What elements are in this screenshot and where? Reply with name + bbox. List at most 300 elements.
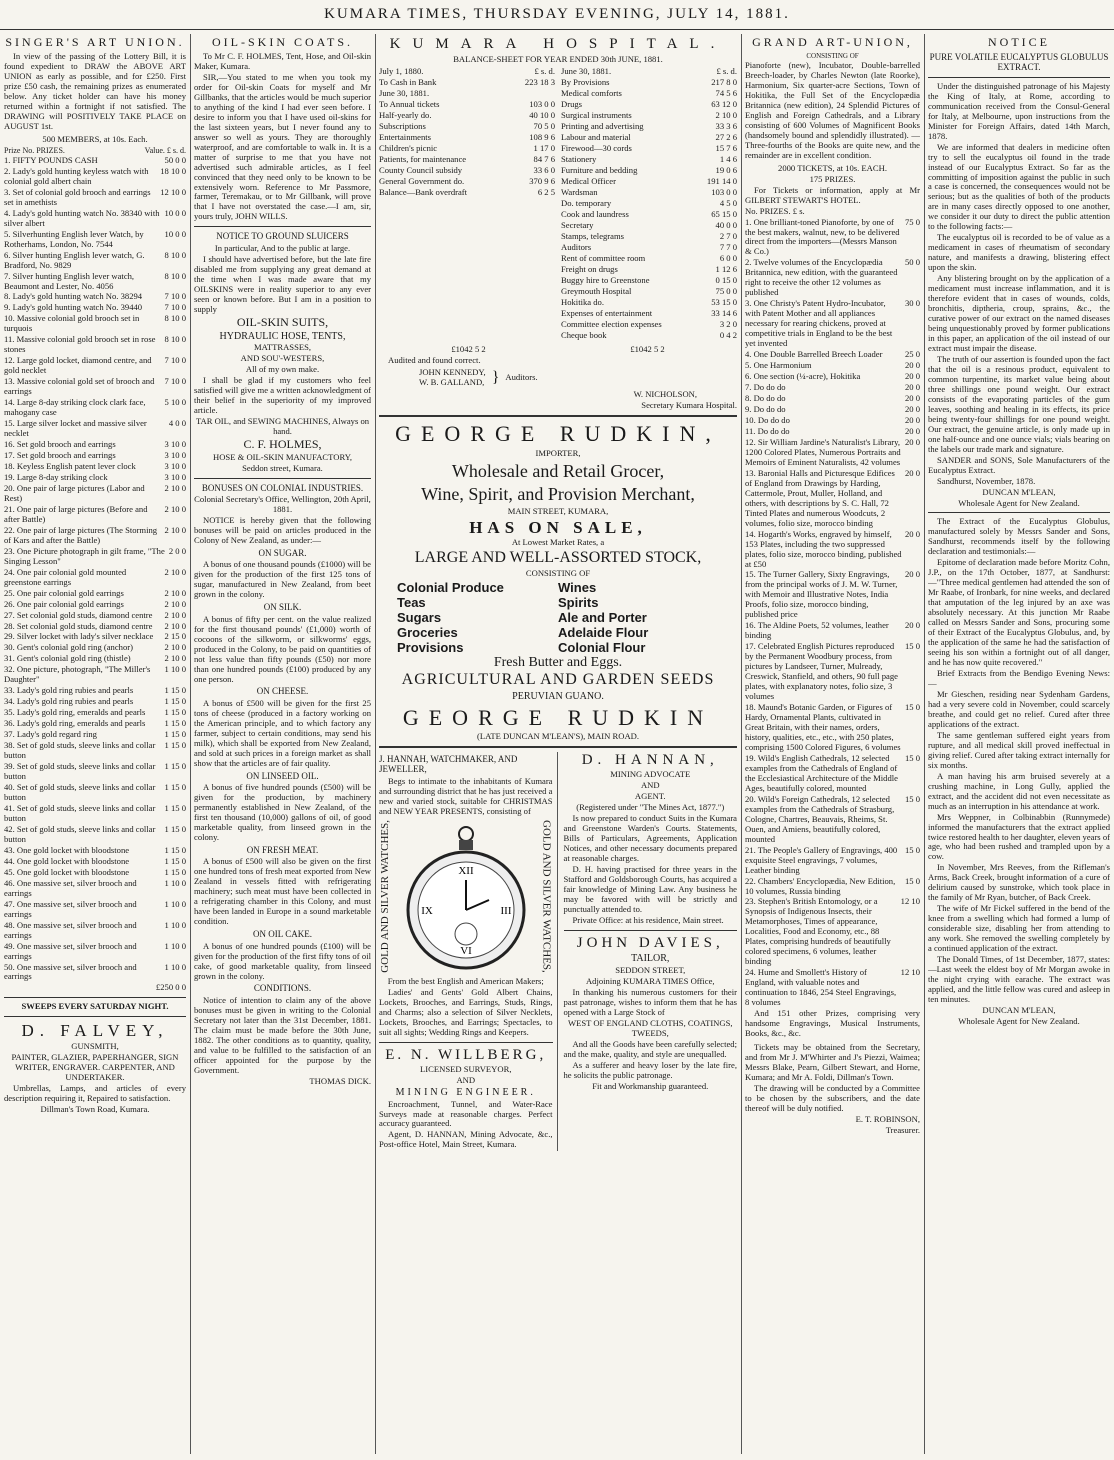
eucalyptus-p1: Under the distinguished patronage of his Majesty the King of Italy, at Rome, according to communication received from the Consul-General for Italy, at Melbourne, upon instructions from the Minister for Foreign Affairs, dated 14th March, 1878. (928, 80, 1110, 141)
grand-prize-row-text: 2. Twelve volumes of the Encyclopædia Britannica, new edition, with the guaranteed right to receive the other 12 volumes as published (745, 257, 898, 298)
rudkin-name-2: GEORGE RUDKIN (402, 704, 714, 730)
grand-prize-row (745, 642, 920, 702)
rudkin-wine: Wine, Spirit, and Provision Merchant, (421, 483, 695, 504)
grand-prize-row-value: 15 0 (904, 793, 920, 804)
prize-row-value: 8 10 0 (164, 270, 186, 281)
prize-row (4, 419, 186, 439)
pocket-watch-icon (401, 822, 531, 972)
prize-row-text: 33. Lady's gold ring rubies and pearls (4, 685, 134, 696)
expense-row-text: Medical comforts (561, 88, 622, 99)
holmes-name: C. F. HOLMES, (243, 436, 322, 451)
goods-item: Sugars (397, 609, 442, 625)
grand-prize-row-value: 30 0 (904, 298, 920, 309)
hannah-side-left: GOLD AND SILVER WATCHES, (379, 820, 391, 974)
rudkin-late: (LATE DUNCAN M'LEAN'S), MAIN ROAD. (476, 731, 640, 742)
receipt-row (379, 188, 555, 198)
hospital-total-left: £1042 5 2 (451, 343, 486, 354)
receipt-row (379, 155, 555, 165)
grand-prize-row (745, 530, 920, 570)
expense-row-text: Committee election expenses (561, 318, 662, 329)
grand-prize-row-text: 19. Wild's English Cathedrals, 12 selected examples from the Cathedrals of England of the Ecclesiastical Architecture of the Middle Ages, beautifully colored, mounted (745, 752, 898, 793)
prize-row-text: 27. Set colonial gold studs, diamond centre (4, 609, 153, 620)
prize-row (4, 857, 186, 867)
rudkin-rates: At Lowest Market Rates, a (511, 537, 605, 548)
davies-fit: Fit and Workmanship guaranteed. (592, 1080, 709, 1091)
willberg-agent: Agent, D. HANNAN, Mining Advocate, &c., Post-office Hotel, Main Street, Kumara. (379, 1129, 553, 1150)
prize-row (4, 589, 186, 599)
expense-row-value: 75 0 0 (715, 285, 737, 296)
grand-prize-row-value: 20 0 (904, 467, 920, 478)
grand-prize-row-value: 20 0 (904, 403, 920, 414)
prize-row-value: 1 15 0 (164, 729, 186, 740)
prize-row-value: 1 10 0 (164, 961, 186, 972)
expense-row (561, 309, 737, 319)
expense-row (561, 89, 737, 99)
column-2 (194, 34, 371, 1454)
prize-total: £250 0 0 (155, 982, 186, 993)
receipt-row-text: To Annual tickets (379, 99, 440, 110)
receipt-row-text: Subscriptions (379, 121, 426, 132)
prize-row-text: 46. One massive set, silver brooch and earrings (4, 877, 137, 898)
expense-row-value: 217 8 0 (711, 77, 737, 88)
prize-row-value: 3 10 0 (164, 450, 186, 461)
davies-street: SEDDON STREET, (615, 964, 686, 975)
rudkin-fresh: Fresh Butter and Eggs. (493, 655, 623, 671)
grand-and-151: And 151 other Prizes, comprising very handsome Engravings, Musical Instruments, Books, &c., &c. (745, 1008, 920, 1039)
rudkin-stock: LARGE AND WELL-ASSORTED STOCK, (414, 549, 702, 567)
prize-row (4, 654, 186, 664)
receipt-row (379, 166, 555, 176)
members-line: 500 MEMBERS, at 10s. Each. (42, 133, 148, 144)
receipt-row-text: June 30, 1881. (379, 88, 430, 99)
receipt-row (379, 89, 555, 99)
grand-apply: For Tickets or information, apply at Mr GILBERT STEWART'S HOTEL. (745, 184, 920, 205)
prize-row-value: 10 0 0 (164, 228, 186, 239)
hospital-secretary-title: Secretary Kumara Hospital. (641, 400, 737, 411)
prize-row-value: 1 10 0 (164, 877, 186, 888)
receipt-row-text: Balance—Bank overdraft (379, 187, 468, 198)
expense-row-text: Expenses of entertainment (561, 307, 653, 318)
grand-prize-row-value: 15 0 (904, 844, 920, 855)
prize-row-text: 31. Gent's colonial gold ring (thistle) (4, 653, 131, 664)
hannah-from: From the best English and American Makers; (387, 975, 544, 986)
prize-row-value: 1 10 0 (164, 898, 186, 909)
receipt-row-value: 6 2 5 (537, 187, 555, 198)
expense-row-text: Greymouth Hospital (561, 285, 632, 296)
prize-row (4, 632, 186, 642)
prize-row-value: 2 10 0 (164, 620, 186, 631)
hospital-left-header: July 1, 1880. (379, 66, 424, 77)
goods-item: Wines (558, 579, 597, 595)
grand-prize-row-value: 15 0 (904, 641, 920, 652)
expense-row-text: By Provisions (561, 77, 610, 88)
hospital-receipts (379, 78, 555, 198)
expense-row-text: Labour and material (561, 132, 631, 143)
svg-text:IX: IX (420, 904, 433, 917)
bonus-section-heading: CONDITIONS. (253, 983, 312, 994)
prize-row-value: 7 10 0 (164, 291, 186, 302)
grand-obtained: Tickets may be obtained from the Secretary, and from Mr J. M'Whirter and J's Piezzi, Waimea; Messrs Blake, Pearn, Gilbert Stewart, and Horne, Kumara; and Mr A. Foldi, Dillman's Town. (745, 1042, 920, 1082)
grand-prize-row-text: 23. Stephen's British Entomology, or a Synopsis of Indigenous Insects, their Metamorphoses, Times of appearance, Localities, Food and Economy, etc., 88 Plates, comprising hundreds of beautifully colored specimens, 6 volumes, leather binding (745, 896, 891, 967)
eucalyptus-p3: The eucalyptus oil is recorded to be of value as a medicament in cases of rheumatism of secondary nature, and manifests a drawing, blistering effect upon the skin. (928, 232, 1110, 273)
grand-prize-row (745, 350, 920, 360)
prize-row-value: 2 15 0 (164, 631, 186, 642)
rudkin-guano: PERUVIAN GUANO. (512, 690, 604, 702)
hospital-total-right: £1042 5 2 (630, 343, 665, 354)
prize-row-text: 13. Massive colonial gold set of brooch and earrings (4, 376, 155, 397)
expense-row (561, 287, 737, 297)
notice-heading: NOTICE (988, 35, 1050, 49)
mattrasses-line: MATTRASSES, (253, 342, 312, 353)
column-6 (928, 34, 1110, 1454)
grand-drawing: The drawing will be conducted by a Committee to be chosen by the subscribers, and the date thereof will be duly notified. (745, 1082, 920, 1113)
prize-row-value: 1 10 0 (164, 940, 186, 951)
bonus-section-body: A bonus of £500 will be given for the first 25 tons of cheese (produced in a factory working on the American principle, and to which factory any farmer, subject to certain conditions, may send his milk), which shall be exported from New Zealand, and sold at such prices in a foreign market as shall show that the articles are of fair quality. (194, 697, 371, 768)
hannan-and: AND (640, 780, 660, 791)
receipt-row (379, 133, 555, 143)
expense-row-text: Drugs (561, 99, 583, 110)
prize-row (4, 868, 186, 878)
expense-row-text: Furniture and bedding (561, 165, 638, 176)
rudkin-consisting: CONSISTING OF (525, 567, 591, 578)
prize-row-text: 8. Lady's gold hunting watch No. 38294 (4, 291, 143, 302)
oilskin-title: OIL-SKIN COATS. (212, 35, 353, 49)
grand-prize-row (745, 621, 920, 641)
grand-prize-row (745, 218, 920, 258)
prize-row (4, 473, 186, 483)
prize-row-text: 14. Large 8-day striking clock clark face, mahogany case (4, 397, 146, 418)
expense-row-value: 74 5 6 (715, 88, 737, 99)
prize-row-value: 8 10 0 (164, 313, 186, 324)
grand-prize-count: 175 PRIZES. (809, 173, 856, 184)
value-header: Value. £ s. d. (144, 145, 186, 155)
grand-prize-row-value: 20 0 (904, 620, 920, 631)
grand-prize-row-value: 50 0 (904, 257, 920, 268)
prize-row (4, 600, 186, 610)
eucalyptus-p8: Brief Extracts from the Bendigo Evening News:— (928, 668, 1110, 688)
expense-row (561, 331, 737, 341)
expense-row-text: Medical Officer (561, 176, 616, 187)
eucalyptus-p9: Mr Gieschen, residing near Sydenham Gardens, had a very severe cold in November, could scarcely breathe, and could get no relief. Cured after three applications of the extract. (928, 688, 1110, 729)
prize-row-text: 39. Set of gold studs, sleeve links and collar button (4, 761, 156, 782)
prize-row (4, 356, 186, 376)
receipt-row (379, 78, 555, 88)
expense-row-value: 63 12 0 (711, 99, 737, 110)
grand-art-union-title: GRAND ART-UNION, (752, 35, 913, 49)
prize-row (4, 804, 186, 824)
grand-prize-row (745, 703, 920, 753)
grand-prize-row (745, 405, 920, 415)
prize-header: Prize No. PRIZES. (4, 145, 65, 155)
bonus-title: BONUSES ON COLONIAL INDUSTRIES. (201, 482, 364, 493)
rudkin-importer: IMPORTER, (535, 447, 581, 458)
grand-sig-title: Treasurer. (885, 1124, 920, 1135)
falvey-trade: GUNSMITH, (71, 1041, 119, 1052)
prize-row-value: 8 10 0 (164, 249, 186, 260)
expense-row (561, 166, 737, 176)
prize-row-text: 17. Set gold brooch and earrings (4, 450, 116, 461)
eucalyptus-sander: SANDER and SONS, Sole Manufacturers of the Eucalyptus Extract. (928, 454, 1110, 475)
grand-prize-row (745, 795, 920, 845)
expense-row-value: 1 12 6 (715, 263, 737, 274)
bonus-section-heading: ON FRESH MEAT. (246, 844, 319, 855)
prize-row-text: 25. One pair colonial gold earrings (4, 587, 124, 598)
prize-row-text: 9. Lady's gold hunting watch No. 39440 (4, 302, 143, 313)
expense-row (561, 144, 737, 154)
grand-prize-row-text: 7. Do do do (745, 382, 786, 393)
davies-body-3: As a sufferer and heavy loser by the late fire, he solicits the public patronage. (563, 1059, 737, 1080)
hannah-side-right: GOLD AND SILVER WATCHES, (540, 820, 553, 974)
prize-row-text: 23. One Picture photograph in gilt frame, "The Singing Lesson" (4, 545, 165, 566)
expense-row-value: 6 0 0 (719, 252, 737, 263)
prize-row-text: 47. One massive set, silver brooch and earrings (4, 898, 137, 919)
prize-row-text: 1. FIFTY POUNDS CASH (4, 154, 98, 165)
expense-row-value: 7 7 0 (719, 241, 737, 252)
expense-row-text: Buggy hire to Greenstone (561, 274, 650, 285)
prize-row-value: 1 15 0 (164, 866, 186, 877)
prize-row-text: 22. One pair of large pictures (The Storming of Kars and after the Battle) (4, 524, 158, 545)
rudkin-name: GEORGE RUDKIN, (395, 421, 721, 447)
prize-list (4, 156, 186, 983)
receipt-row-value: 33 6 0 (533, 165, 555, 176)
expense-row-text: Cheque book (561, 329, 607, 340)
receipt-row-text: Children's picnic (379, 143, 438, 154)
prize-row-value: 1 15 0 (164, 740, 186, 751)
grand-prize-row (745, 258, 920, 298)
bonus-section-body: A bonus of £500 will also be given on the first one hundred tons of fresh meat exported from New Zealand in vessels fitted with refrigerating machinery; such meat must have been collected in a refrigerating chamber in this Colony, and must have been landed in Europe in a sound marketable condition. (194, 856, 371, 927)
bonus-office: Colonial Secretary's Office, Wellington, 20th April, 1881. (194, 494, 371, 515)
prize-row-text: 12. Large gold locket, diamond centre, and gold necklet (4, 355, 152, 376)
hannan-body-2: D. H. having practised for three years in the Stafford and Goldsborough Courts, has acquired a fair knowledge of Mining Law. Any business he may be favored with will be strictly and punctually attended to. (563, 864, 737, 915)
grand-prize-row (745, 438, 920, 468)
mclean-agent: Wholesale Agent for New Zealand. (958, 497, 1080, 508)
column-5 (745, 34, 920, 1454)
prize-row-value: 1 15 0 (164, 844, 186, 855)
expense-row-value: 15 7 6 (715, 143, 737, 154)
prize-row-value: 1 10 0 (164, 919, 186, 930)
prize-row (4, 846, 186, 856)
grand-prize-row-text: 14. Hogarth's Works, engraved by himself, 153 Plates, including the two suppressed plates, folio size, morocco binding, published at £50 (745, 528, 902, 569)
mclean-name-2: DUNCAN M'LEAN, (982, 1004, 1056, 1015)
svg-text:III: III (500, 904, 512, 917)
prize-row-text: 32. One picture, photograph, "The Miller's Daughter" (4, 664, 151, 685)
prize-row-text: 10. Massive colonial gold brooch set in turquois (4, 313, 140, 334)
prize-row (4, 167, 186, 187)
expense-row-text: Printing and advertising (561, 121, 644, 132)
expense-row (561, 155, 737, 165)
prize-row (4, 741, 186, 761)
grand-prize-row-text: 15. The Turner Gallery, Sixty Engravings, from the principal works of J. M. W. Turner, with Memoir and Illustrative Notes, India Proofs, folio size, morocco binding, published price (745, 569, 898, 620)
grand-prize-row-text: 4. One Double Barrelled Breech Loader (745, 349, 883, 360)
holmes-trade: HOSE & OIL-SKIN MANUFACTORY, (213, 451, 352, 462)
prize-row-text: 11. Massive colonial gold brooch set in rose stones (4, 334, 156, 355)
grand-prize-row (745, 361, 920, 371)
grand-prize-row (745, 754, 920, 794)
prize-row-text: 15. Large silver locket and massive silver necklet (4, 418, 147, 439)
prize-row (4, 697, 186, 707)
eucalyptus-p12: Mrs Weppner, in Colbinabbin (Runnymede) informed the manufacturers that the extract applied twice restored health to her daughter, eleven years of age, who had been rushed and trampled upon by a cow. (928, 811, 1110, 862)
hospital-secretary: W. NICHOLSON, (633, 389, 697, 400)
bonus-section-heading: ON LINSEED OIL. (246, 770, 319, 781)
falvey-body: Umbrellas, Lamps, and articles of every description requiring it, Repaired to satisfaction. (4, 1082, 186, 1103)
grand-prize-row (745, 416, 920, 426)
goods-item: Provisions (397, 640, 464, 656)
prize-row-value: 2 10 0 (164, 598, 186, 609)
receipt-row-value: 223 18 3 (524, 77, 555, 88)
prize-row-text: 29. Silver locket with lady's silver necklace (4, 631, 154, 642)
prize-row (4, 622, 186, 632)
receipt-row-value: 70 5 0 (533, 121, 555, 132)
prize-row (4, 303, 186, 313)
davies-adj: Adjoining KUMARA TIMES Office, (585, 975, 715, 986)
grand-prize-row-value: 75 0 (904, 216, 920, 227)
prize-row (4, 708, 186, 718)
willberg-body: Encroachment, Tunnel, and Water-Race Surveys made at reasonable charges. Perfect accuracy guaranteed. (379, 1098, 553, 1129)
prize-row-text: 48. One massive set, silver brooch and earrings (4, 919, 137, 940)
expense-row (561, 133, 737, 143)
expense-row-value: 2 7 0 (719, 230, 737, 241)
grand-intro: Pianoforte (new), Incubator, Double-barrelled Breech-loader, by Charles Newton (late Roorke), Harmonium, Six quarter-acre Sections, Town of Hokitika, the Full Set of the Encyclopædia Britannica (new edition), 24 Splendid Pictures of English and Foreign Cathedrals, and a Library consisting of 600 Volumes of Magnificent Books (handsomely bound and splendidly illustrated). — Three-fourths of the Books are quite new, and the remainder are in excellent condition. (745, 60, 920, 160)
rudkin-wholesale: Wholesale and Retail Grocer, (451, 460, 665, 481)
grand-prize-row-value: 20 0 (904, 360, 920, 371)
prize-row-value: 2 10 0 (164, 524, 186, 535)
expense-row (561, 199, 737, 209)
prize-row-value: 1 15 0 (164, 855, 186, 866)
prize-row (4, 547, 186, 567)
sweeps-line: SWEEPS EVERY SATURDAY NIGHT. (21, 1001, 169, 1012)
willberg-t2: MINING ENGINEER. (395, 1086, 536, 1098)
grand-header: No. PRIZES. £ s. (745, 205, 805, 216)
eucalyptus-p13: In November, Mrs Reeves, from the Rifleman's Arms, Back Creek, brought information of a cure of delirium caused by sunstroke, which took place in the family of Mr Ryan, butcher, of Back Creek. (928, 862, 1110, 903)
holmes-address: Seddon street, Kumara. (242, 462, 323, 473)
prize-row (4, 942, 186, 962)
prize-row-text: 4. Lady's gold hunting watch No. 38340 with silver albert (4, 207, 160, 228)
hospital-expenditure (561, 78, 737, 340)
prize-row-value: 3 10 0 (164, 439, 186, 450)
eucalyptus-p14: The wife of Mr Fickel suffered in the bend of the knee from a swelling which had formed a lump of considerable size, disabling her from attending to any work. She removed the swelling completely by a continued application of the extract. (928, 903, 1110, 954)
grand-prize-row-value: 20 0 (904, 425, 920, 436)
prize-row-value: 1 15 0 (164, 696, 186, 707)
grand-prize-row-text: 5. One Harmonium (745, 360, 812, 371)
grand-prize-row-value: 20 0 (904, 371, 920, 382)
expense-row (561, 177, 737, 187)
prize-row (4, 643, 186, 653)
oilskin-letter: SIR,—You stated to me when you took my order for Oil-skin Coats for myself and Mr Gillbanks, that the articles would be much superior to anything of the kind I had ever seen before. I desire to inform you that I have used oil-skins for the last sixteen years, but I never found any to answer so well as yours. They are thoroughly waterproof, and are comfortable to walk in. It is a matter of surprise to me that you have not advertised such admirable articles, as I feel convinced that they need only to be known to be extensively worn. Reference to Mr Passmore, farmer, Teremakau, or to Mr Gillbank, will prove that I have not overstated the case.—I am, sir, yours truly, JOHN WILLS. (194, 71, 371, 222)
expense-row (561, 254, 737, 264)
prize-row-text: 20. One pair of large pictures (Labor and Rest) (4, 482, 145, 503)
prize-row-value: 12 10 0 (160, 186, 186, 197)
eucalyptus-p15: The Donald Times, of 1st December, 1877, states:—Last week the eldest boy of Mr Morgan awoke in the night crying with earache. The extract was applied, and the little fellow was cured and asleep in ten minutes. (928, 954, 1110, 1004)
prize-row-value: 1 15 0 (164, 761, 186, 772)
goods-item: Spirits (558, 594, 599, 610)
hannan-body-1: Is now prepared to conduct Suits in the Kumara and Greenstone Warden's Courts. Statements, Bills of Particulars, Agreements, Application Notices, and other necessary documents prepared at reasonable charges. (563, 813, 737, 864)
prize-row (4, 377, 186, 397)
prize-row-text: 21. One pair of large pictures (Before and after Battle) (4, 503, 148, 524)
grand-prize-row (745, 299, 920, 349)
grand-prize-row-text: 3. One Christy's Patent Hydro-Incubator, with Patent Mother and all appliances necessary for rearing chickens, proved at competitive trials in England to be the best yet invented (745, 298, 893, 349)
goods-item: Teas (397, 594, 426, 610)
goods-item: Ale and Porter (558, 609, 647, 625)
mclean-name: DUNCAN M'LEAN, (982, 486, 1056, 497)
expense-row-text: Cook and laundress (561, 208, 629, 219)
prize-row (4, 921, 186, 941)
tar-line: TAR OIL, and SEWING MACHINES, Always on hand. (195, 415, 370, 436)
grand-prize-row (745, 846, 920, 876)
davies-cloths: WEST OF ENGLAND CLOTHS, COATINGS, TWEEDS, (567, 1017, 733, 1038)
prize-row-text: 42. Set of gold studs, sleeve links and collar button (4, 823, 156, 844)
prize-row-text: 28. Set colonial gold studs, diamond centre (4, 620, 153, 631)
prize-row-value: 3 10 0 (164, 460, 186, 471)
prize-row-value: 2 10 0 (164, 642, 186, 653)
prize-row (4, 272, 186, 292)
prize-row (4, 963, 186, 983)
grand-prize-row-text: 1. One brilliant-toned Pianoforte, by one of the best makers, walnut, new, to be delivered direct from the importers—(Messrs Manson & Co.) (745, 216, 900, 257)
prize-row-text: 30. Gent's colonial gold ring (anchor) (4, 642, 133, 653)
davies-name: JOHN DAVIES, (576, 934, 724, 951)
grand-prize-row-text: 20. Wild's Foreign Cathedrals, 12 selected examples from the Cathedrals of Strasburg, Cologne, Chartres, Beauvais, Rheims, St. Ouen, and Amiens, beautifully colored, mounted (745, 793, 895, 844)
eucalyptus-p10: The same gentleman suffered eight years from rupture, and all medical skill proved ineffectual in giving relief. Cured after taking extract internally for six months. (928, 729, 1110, 770)
grand-prize-row (745, 427, 920, 437)
mclean-agent-2: Wholesale Agent for New Zealand. (958, 1015, 1080, 1026)
hannah-title: J. HANNAH, WATCHMAKER, AND JEWELLER, (379, 754, 518, 775)
rudkin-street: MAIN STREET, KUMARA, (507, 505, 609, 516)
grand-prize-row-text: 13. Baronial Halls and Picturesque Edifices of England from Drawings by Harding, Cattermole, Prout, Muller, Holland, and others, with descriptions by S. C. Hall, 72 Tinted Plates and numerous Woodcuts, 2 volumes, folio size, morocco binding (745, 467, 895, 528)
expense-row (561, 122, 737, 132)
prize-row-text: 18. Keyless English patent lever clock (4, 460, 136, 471)
prize-row (4, 825, 186, 845)
prize-row-text: 37. Lady's gold regard ring (4, 729, 97, 740)
grand-prize-row-text: 22. Chambers' Encyclopædia, New Edition, 10 volumes, Russia binding (745, 875, 896, 896)
goods-item: Adelaide Flour (558, 625, 649, 641)
grand-prize-row (745, 383, 920, 393)
prize-row-value: 2 10 0 (164, 503, 186, 514)
expense-row-text: Rent of committee room (561, 252, 646, 263)
receipt-row-text: County Council subsidy (379, 165, 463, 176)
prize-row-value: 18 10 0 (160, 165, 186, 176)
auditor-1: JOHN KENNEDY, (419, 366, 486, 377)
grand-prize-row-value: 15 0 (904, 875, 920, 886)
grand-prize-row-text: 17. Celebrated English Pictures reproduced by the Permanent Woodbury process, from pictures by Landseer, Turner, Mulready, Creswick, Stanfield, and others, 90 full page plates, with explanatory notes, folio size, 3 volumes (745, 641, 898, 702)
auditors-label: Auditors. (505, 372, 538, 382)
expense-row-text: Hokitika do. (561, 296, 604, 307)
expense-row (561, 100, 737, 110)
expense-row-value: 40 0 0 (715, 219, 737, 230)
prize-row-value: 1 15 0 (164, 718, 186, 729)
prize-row (4, 314, 186, 334)
expense-row-value: 33 3 6 (715, 121, 737, 132)
grand-prize-row (745, 968, 920, 1008)
prize-row-value: 50 0 0 (164, 154, 186, 165)
goods-item: Groceries (397, 625, 458, 641)
receipt-row-text: General Government do. (379, 176, 465, 187)
grand-prize-row-text: 16. The Aldine Poets, 52 volumes, leather binding (745, 620, 889, 641)
goods-item: Colonial Produce (397, 579, 504, 595)
prize-row-value: 2 10 0 (164, 482, 186, 493)
prize-row-text: 40. Set of gold studs, sleeve links and collar button (4, 782, 156, 803)
prize-row-text: 41. Set of gold studs, sleeve links and collar button (4, 802, 156, 823)
grand-prize-row-text: 6. One section (¼-acre), Hokitika (745, 371, 861, 382)
prize-row-value: 5 10 0 (164, 397, 186, 408)
expense-row-value: 191 14 0 (706, 176, 737, 187)
willberg-and: AND (456, 1074, 476, 1085)
expense-row-text: Stamps, telegrams (561, 230, 625, 241)
prize-row-text: 38. Set of gold studs, sleeve links and collar button (4, 740, 156, 761)
expense-row (561, 78, 737, 88)
hannah-intro: Begs to intimate to the inhabitants of Kumara and surrounding district that he has just received a new and varied stock, suitable for CHRISTMAS and NEW YEAR PRESENTS, consisting of (379, 775, 553, 816)
prize-row (4, 730, 186, 740)
grand-prize-list (745, 218, 920, 1009)
grand-prize-row-text: 12. Sir William Jardine's Naturalist's Library, 1200 Colored Plates, Numerous Portraits and Memoirs of Eminent Naturalists, 42 volumes (745, 436, 901, 467)
